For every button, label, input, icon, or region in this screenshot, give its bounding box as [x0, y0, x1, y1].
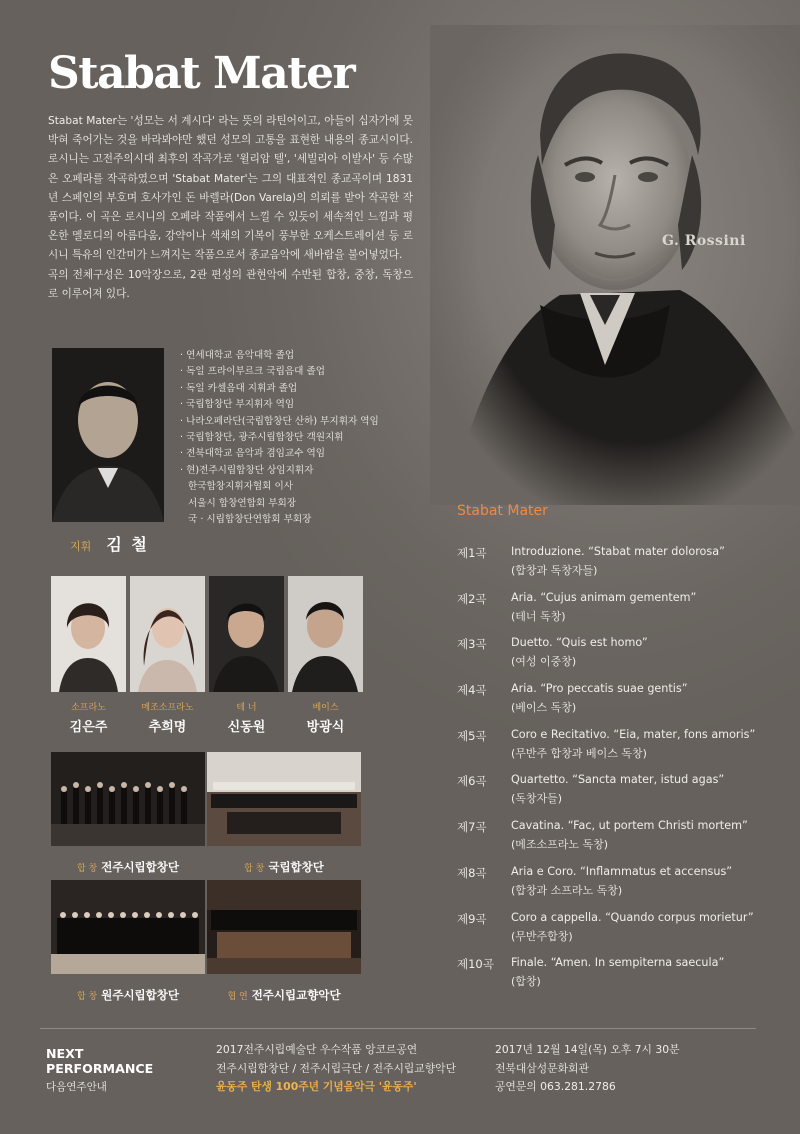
movement-voices: (메조소프라노 독창) [511, 838, 609, 852]
movement-voices: (독창자들) [511, 792, 563, 806]
ensemble-photo [51, 752, 205, 846]
ensemble-name: 전주시립합창단 [101, 860, 179, 874]
ensemble-caption [51, 856, 205, 875]
soloist-name: 김은주 [69, 720, 108, 735]
ensemble-caption [207, 984, 361, 1003]
intro-paragraph-2: 곡의 전체구성은 10악장으로, 2관 편성의 관현악에 수반된 합창, 중창, 독창으로 이루어져 있다. [48, 268, 413, 300]
soloist-card [209, 576, 284, 735]
movement-title: Cavatina. “Fac, ut portem Christi mortem” [511, 819, 748, 833]
soloist-role: 테 너 [236, 703, 257, 713]
next-performance-heading [46, 1046, 153, 1076]
bio-line: · 독일 카셀음대 지휘과 졸업 [180, 382, 298, 394]
program-item [457, 773, 787, 819]
program-item [457, 728, 787, 774]
movement-number: 제9곡 [457, 911, 487, 926]
movement-number: 제6곡 [457, 774, 487, 789]
next-event-details [495, 1041, 680, 1097]
movement-voices: (합창과 독창자들) [511, 564, 598, 577]
movement-voices: (합창) [511, 975, 541, 989]
ensemble-caption [207, 856, 361, 875]
ensemble-name: 전주시립교향악단 [251, 988, 341, 1002]
next-line-1: NEXT [46, 1046, 84, 1061]
movement-voices: (합창과 소프라노 독창) [511, 883, 623, 897]
rossini-portrait [430, 25, 800, 505]
soloist-photo [288, 576, 363, 692]
intro-paragraph-1: Stabat Mater는 '성모는 서 계시다' 라는 뜻의 라틴어이고, 아들이 십자가에 못 박혀 죽어가는 것을 바라봐야만 했던 성모의 고통을 표현한 내용의 종교시이다. 로시니는 고전주의시대 최후의 작곡가로 '윌리암 텔', '세빌리아 이발사' 등 수많은 오페라를 작곡하였으며 'Stabat Mater'는 그의 대표적인 종교곡이며 1831년 스페인의 부호며 호사가인 돈 바렐라(Don Varela)의 의뢰를 받아 작곡한 작품이다. 이 곡은 로시니의 오페라 작품에서 느낄 수 있듯이 세속적인 느낌과 평온한 멜로디의 아름다움, 강약이나 색채의 기복이 풍부한 오케스트레이션 등 로시니 특유의 인간미가 느껴지는 작품으로서 종교음악에 새바람을 불어넣었다. [48, 115, 413, 262]
movement-title: Finale. “Amen. In sempiterna saecula” [511, 956, 725, 970]
ensemble-photo [207, 880, 361, 974]
ensemble-kind: 협 연 [227, 992, 248, 1002]
movement-title: Introduzione. “Stabat mater dolorosa” [511, 545, 725, 558]
event-date: 2017년 12월 14일(목) 오후 7시 30분 [495, 1043, 680, 1056]
movement-title: Coro e Recitativo. “Eia, mater, fons amoris” [511, 727, 756, 741]
program-item [457, 682, 787, 728]
movement-number: 제2곡 [457, 591, 487, 606]
event-line: 전주시립합창단 / 전주시립극단 / 전주시립교향악단 [216, 1061, 457, 1075]
conductor-name [70, 532, 149, 555]
soloist-role: 메조소프라노 [141, 703, 194, 713]
movement-number: 제10곡 [457, 957, 494, 972]
soloist-role: 베이스 [312, 703, 339, 713]
soloist-card [130, 576, 205, 735]
footer-divider [40, 1028, 756, 1029]
program-item [457, 591, 787, 637]
intro-text [48, 112, 413, 304]
movement-title: Aria e Coro. “Inflammatus et accensus” [511, 864, 733, 878]
movement-title: Aria. “Pro peccatis suae gentis” [511, 682, 688, 696]
ensemble-name: 원주시립합창단 [101, 988, 179, 1002]
program-item [457, 956, 787, 1002]
program-item [457, 545, 787, 591]
ensemble-card [207, 752, 361, 875]
soloist-card [51, 576, 126, 735]
next-line-2: PERFORMANCE [46, 1061, 154, 1076]
next-event-info [216, 1041, 456, 1097]
movement-number: 제1곡 [457, 546, 487, 560]
ensemble-card [207, 880, 361, 1003]
program-title: Stabat Mater [457, 503, 548, 519]
bio-line: 국 · 시립합창단연합회 부회장 [188, 514, 312, 526]
bio-line: 서울시 합창연합회 부회장 [188, 497, 297, 509]
movement-number: 제8곡 [457, 865, 487, 880]
event-venue: 전북대삼성문화회관 [495, 1061, 589, 1075]
conductor-name-text: 김 철 [106, 535, 149, 554]
soloist-card [288, 576, 363, 735]
movement-title: Quartetto. “Sancta mater, istud agas” [511, 773, 725, 787]
ensemble-kind: 합 창 [76, 864, 98, 874]
program-item [457, 819, 787, 865]
portrait-caption: G. Rossini [662, 233, 746, 249]
bio-line: · 전북대학교 음악과 겸임교수 역임 [180, 448, 325, 460]
ensemble-card [51, 752, 205, 875]
bio-line: · 국립합창단, 광주시립합창단 객원지휘 [180, 432, 344, 444]
soloist-photo [51, 576, 126, 692]
movement-number: 제5곡 [457, 728, 487, 743]
ensemble-caption [51, 984, 205, 1003]
bio-line: · 현)전주시립합창단 상임지휘자 [180, 464, 314, 476]
conductor-role: 지휘 [70, 540, 92, 553]
page-title: Stabat Mater [48, 48, 355, 99]
event-line: 2017전주시립예술단 우수작품 앙코르공연 [216, 1043, 418, 1056]
event-contact: 공연문의 063.281.2786 [495, 1080, 616, 1093]
bio-line: · 연세대학교 음악대학 졸업 [180, 350, 295, 361]
movement-voices: (베이스 독창) [511, 701, 577, 715]
soloist-role: 소프라노 [71, 703, 106, 713]
conductor-bio [180, 348, 420, 528]
ensemble-photo [51, 880, 205, 974]
ensemble-kind: 합 창 [244, 864, 265, 874]
bio-line: · 나라오페라단(국립합창단 산하) 부지휘자 역임 [180, 415, 379, 427]
movement-number: 제4곡 [457, 683, 487, 698]
movement-title: Aria. “Cujus animam gementem” [511, 590, 697, 604]
soloist-photo [209, 576, 284, 692]
movement-voices: (무반주합창) [511, 929, 573, 943]
ensemble-photo [207, 752, 361, 846]
movement-title: Coro a cappella. “Quando corpus morietur” [511, 910, 754, 924]
movement-number: 제3곡 [457, 637, 487, 652]
program-item [457, 636, 787, 682]
movement-title: Duetto. “Quis est homo” [511, 636, 648, 650]
bio-line: · 국립합창단 부지휘자 역임 [180, 399, 295, 411]
soloist-name: 방광식 [306, 720, 345, 735]
bio-line: · 독일 프라이부르크 국립음대 졸업 [180, 366, 325, 378]
program-item [457, 865, 787, 911]
movement-voices: (여성 이중창) [511, 655, 577, 669]
soloist-name: 추희명 [148, 720, 187, 735]
ensemble-card [51, 880, 205, 1003]
ensemble-kind: 합 창 [76, 992, 98, 1002]
program-item [457, 911, 787, 957]
ensemble-name: 국립합창단 [268, 860, 324, 874]
movement-voices: (테너 독창) [511, 609, 566, 623]
bio-line: 한국합창지휘자협회 이사 [188, 481, 293, 493]
event-highlight: 윤동주 탄생 100주년 기념음악극 '윤동주' [216, 1080, 417, 1093]
movement-voices: (무반주 합창과 베이스 독창) [511, 746, 647, 760]
soloist-photo [130, 576, 205, 692]
next-performance-subtitle: 다음연주안내 [46, 1081, 107, 1093]
soloist-name: 신동원 [227, 720, 266, 735]
movement-number: 제7곡 [457, 820, 487, 835]
program-list [457, 545, 787, 1002]
conductor-photo [52, 348, 164, 522]
